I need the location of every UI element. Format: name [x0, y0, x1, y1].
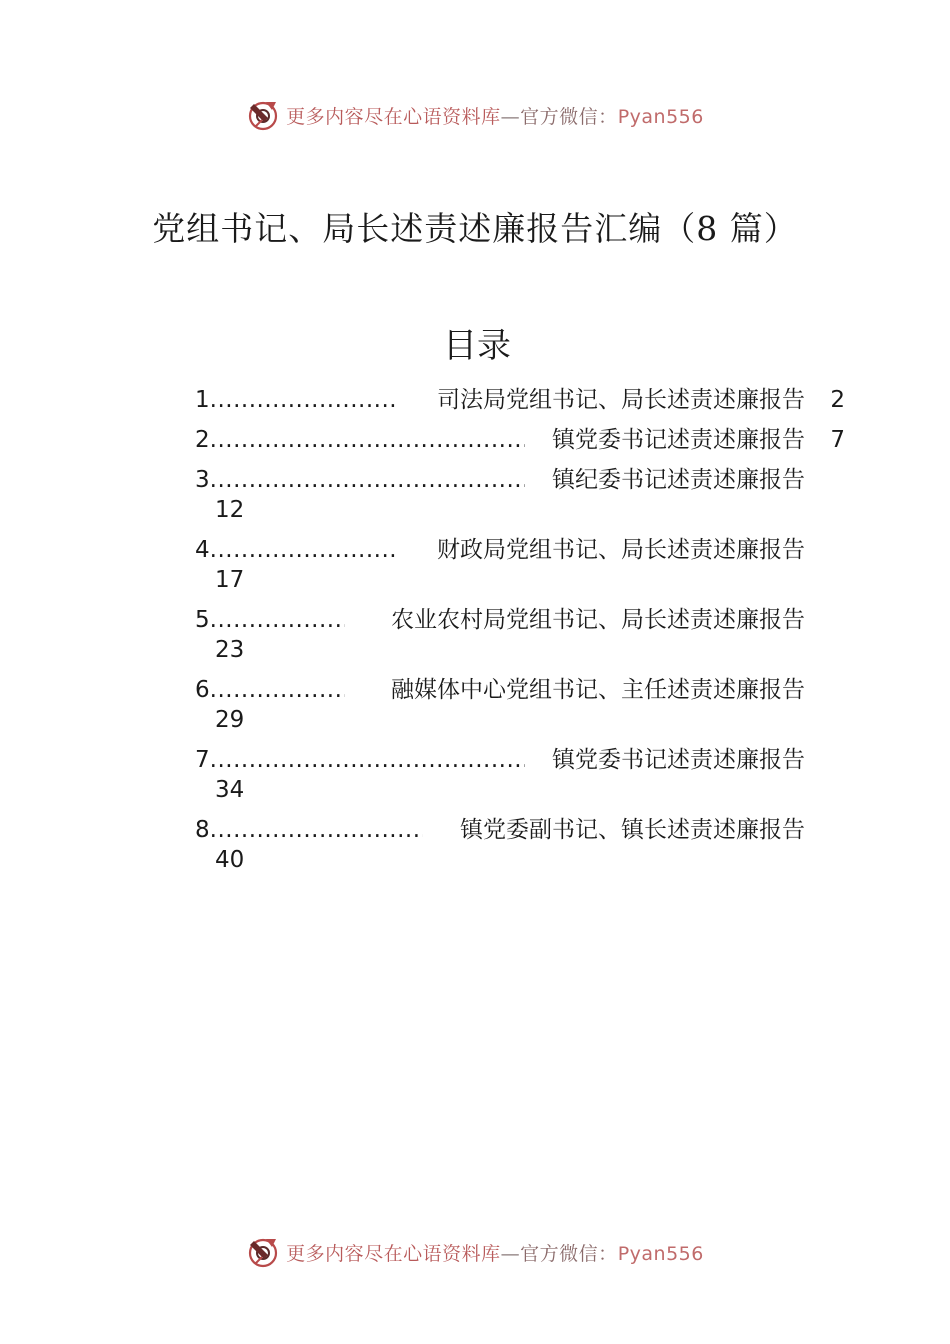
toc-entry[interactable] — [195, 815, 845, 875]
toc-entry-page: 17 — [215, 567, 245, 593]
toc-entry-page: 23 — [215, 637, 245, 663]
toc-entry[interactable] — [195, 605, 845, 665]
toc-entry-title: 融媒体中心党组书记、主任述责述廉报告 — [391, 677, 805, 703]
toc-entry[interactable] — [195, 745, 845, 805]
toc-line — [195, 425, 845, 455]
toc-entry-number: 2 — [195, 427, 210, 453]
toc-dot-leader — [210, 465, 525, 495]
toc-entry-number: 7 — [195, 747, 210, 773]
toc-dot-leader — [210, 675, 345, 705]
toc-line — [195, 815, 805, 845]
document-title: 党组书记、局长述责述廉报告汇编（8 篇） — [152, 209, 798, 248]
toc-entry-page: 34 — [215, 777, 245, 803]
header-banner — [0, 95, 950, 135]
toc-entry-title: 财政局党组书记、局长述责述廉报告 — [437, 537, 805, 563]
banner-dash: — — [500, 105, 521, 128]
toc-dot-leader — [210, 815, 423, 845]
banner-text — [286, 102, 704, 129]
toc-entry-title: 镇纪委书记述责述廉报告 — [552, 467, 805, 493]
toc-dot-leader — [210, 385, 397, 415]
pen-nib-circle-icon — [246, 1235, 280, 1269]
toc-entry-page: 7 — [830, 427, 845, 453]
toc-entry[interactable] — [195, 535, 845, 595]
toc-dot-leader — [210, 745, 525, 775]
banner-main-text: 更多内容尽在心语资料库 — [286, 105, 501, 128]
toc-line — [195, 535, 805, 565]
toc-entry-number: 4 — [195, 537, 210, 563]
toc-entry[interactable] — [195, 675, 845, 735]
toc-entry-number: 3 — [195, 467, 210, 493]
toc-line — [195, 675, 805, 705]
table-of-contents — [195, 385, 845, 885]
banner-dash: — — [500, 1242, 521, 1265]
toc-entry-number: 6 — [195, 677, 210, 703]
toc-line — [195, 465, 805, 495]
banner-text — [286, 1239, 704, 1266]
toc-entry-title: 农业农村局党组书记、局长述责述廉报告 — [391, 607, 805, 633]
toc-entry-page: 40 — [215, 847, 245, 873]
banner-wechat-label: 官方微信： — [520, 105, 618, 128]
toc-line — [195, 385, 845, 415]
toc-dot-leader — [210, 425, 525, 455]
toc-entry[interactable] — [195, 385, 845, 415]
toc-entry-title: 镇党委书记述责述廉报告 — [552, 747, 805, 773]
pen-nib-circle-icon — [246, 98, 280, 132]
banner-wechat-id: Pyan556 — [617, 1242, 704, 1265]
banner-wechat-id: Pyan556 — [617, 105, 704, 128]
toc-entry-title: 镇党委书记述责述廉报告 — [552, 427, 805, 453]
toc-entry-title: 司法局党组书记、局长述责述廉报告 — [437, 387, 805, 413]
toc-entry-number: 8 — [195, 817, 210, 843]
toc-line — [195, 605, 805, 635]
banner-wechat-label: 官方微信： — [520, 1242, 618, 1265]
toc-line — [195, 745, 805, 775]
toc-entry-number: 5 — [195, 607, 210, 633]
toc-entry-page: 2 — [830, 387, 845, 413]
toc-dot-leader — [210, 605, 345, 635]
toc-entry-number: 1 — [195, 387, 210, 413]
toc-heading: 目录 — [443, 326, 511, 366]
toc-entry-page: 29 — [215, 707, 245, 733]
footer-banner — [0, 1232, 950, 1272]
toc-dot-leader — [210, 535, 397, 565]
banner-main-text: 更多内容尽在心语资料库 — [286, 1242, 501, 1265]
toc-entry-page: 12 — [215, 497, 245, 523]
toc-entry[interactable] — [195, 465, 845, 525]
toc-entry[interactable] — [195, 425, 845, 455]
toc-entry-title: 镇党委副书记、镇长述责述廉报告 — [460, 817, 805, 843]
